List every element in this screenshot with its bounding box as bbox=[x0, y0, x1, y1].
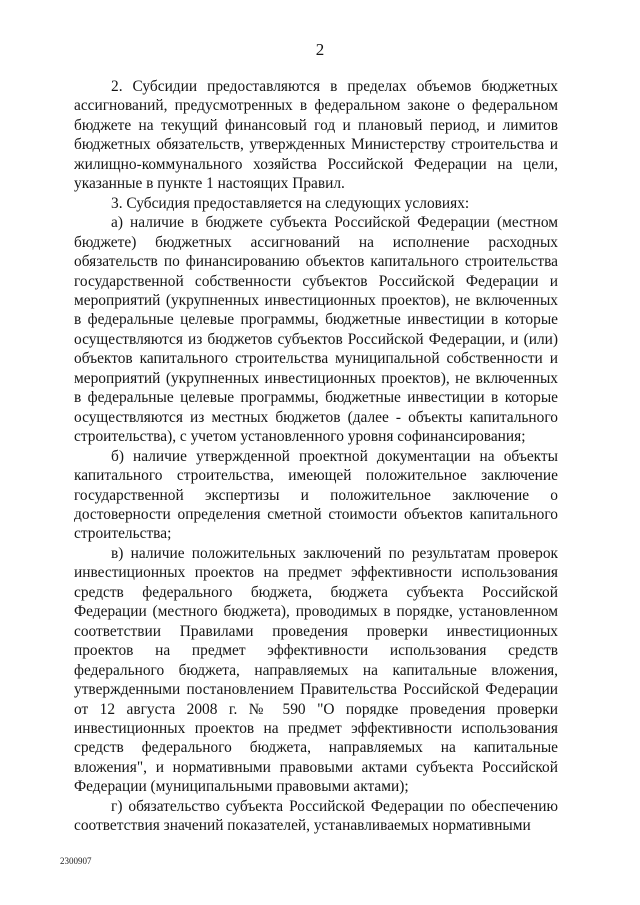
paragraph-2-subsidy-limits: 2. Субсидии предоставляются в пределах объемов бюджетных ассигнований, предусмотренных в федеральном законе о федеральном бюджете на текущий финансовый год и плановый период, и лимитов бюджетных обязательств, утвержденных Министерству строительства и жилищно-коммунального хозяйства Российской Федерации на цели, указанные в пункте 1 настоящих Правил. bbox=[74, 78, 558, 193]
paragraph-3-conditions-intro: 3. Субсидия предоставляется на следующих условиях: bbox=[111, 194, 470, 212]
paragraph-3g-obligation: г) обязательство субъекта Российской Федерации по обеспечению соответствия значений показателей, устанавливаемых нормативными bbox=[74, 797, 558, 835]
page-number: 2 bbox=[315, 40, 325, 59]
document-body bbox=[74, 77, 558, 836]
paragraph-3a-budget-allocations: а) наличие в бюджете субъекта Российской Федерации (местном бюджете) бюджетных ассигнований на исполнение расходных обязательств по финансированию объектов капитального строительства государственной собственности субъектов Российской Федерации и мероприятий (укрупненных инвестиционных проектов), не включенных в федеральные целевые программы, бюджетные инвестиции в которые осуществляются из бюджетов субъектов Российской Федерации, и (или) объектов капитального строительства муниципальной собственности и мероприятий (укрупненных инвестиционных проектов), не включенных в федеральные целевые программы, бюджетные инвестиции в которые осуществляются из местных бюджетов (далее - объекты капитального строительства), с учетом установленного уровня софинансирования; bbox=[74, 214, 558, 446]
document-code: 2300907 bbox=[60, 856, 92, 866]
paragraph-3v-efficiency-conclusions: в) наличие положительных заключений по результатам проверок инвестиционных проектов на предмет эффективности использования средств федерального бюджета, бюджета субъекта Российской Федерации (местного бюджета), проводимых в порядке, установленном соответствии Правилами проведения проверки инвестиционных проектов на предмет эффективности использования средств федерального бюджета, направляемых на капитальные вложения, утвержденными постановлением Правительства Российской Федерации от 12 августа 2008 г. № 590 "О порядке проведения проверки инвестиционных проектов на предмет эффективности использования средств федерального бюджета, направляемых на капитальные вложения", и нормативными правовыми актами субъекта Российской Федерации (муниципальными правовыми актами); bbox=[74, 544, 558, 796]
paragraph-3b-project-documentation: б) наличие утвержденной проектной документации на объекты капитального строительства, имеющей положительное заключение государственной экспертизы и положительное заключение о достоверности определения сметной стоимости объектов капитального строительства; bbox=[74, 447, 558, 543]
